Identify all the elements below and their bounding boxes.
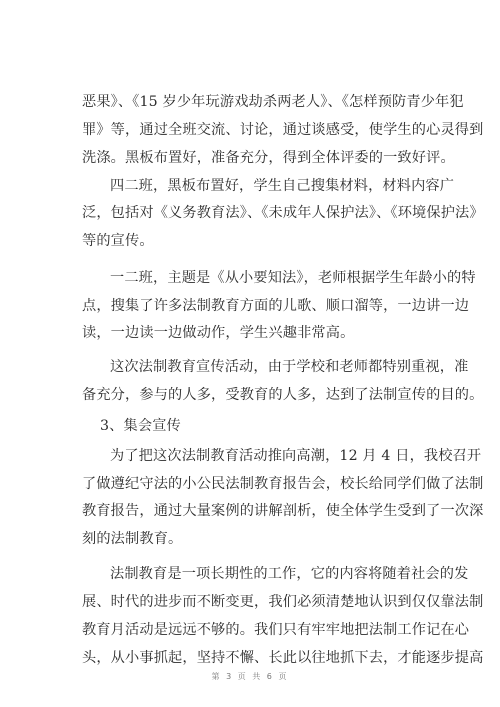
text-line-5: 泛，包括对《义务教育法》、《未成年人保护法》、《环境保护法》 — [82, 205, 484, 221]
text-line-17: 法制教育是一项长期性的工作，它的内容将随着社会的发 — [110, 566, 469, 582]
text-line-4: 四二班，黑板布置好，学生自己搜集材料，材料内容广 — [110, 178, 455, 194]
text-line-10: 这次法制教育宣传活动，由于学校和老师都特别重视，准 — [110, 359, 469, 375]
text-line-11: 备充分，参与的人多，受教育的人多，达到了法制宣传的目的。 — [82, 387, 484, 403]
section-heading: 3、集会宣传 — [100, 418, 181, 434]
text-line-16: 刻的法制教育。 — [82, 531, 183, 547]
text-line-6: 等的宣传。 — [82, 233, 154, 249]
text-line-20: 头，从小事抓起，坚持不懈、长此以往地抓下去，才能逐步提高 — [82, 650, 484, 666]
text-line-8: 点，搜集了许多法制教育方面的儿歌、顺口溜等，一边讲一边 — [82, 298, 470, 314]
text-line-3: 洗涤。黑板布置好，准备充分，得到全体评委的一致好评。 — [82, 150, 455, 166]
text-line-18: 展、时代的进步而不断变更，我们必须清楚地认识到仅仅靠法制 — [82, 594, 484, 610]
text-line-7: 一二班，主题是《从小要知法》，老师根据学生年龄小的特 — [110, 270, 476, 286]
text-line-19: 教育月活动是远远不够的。我们只有牢牢地把法制工作记在心 — [82, 622, 470, 638]
text-line-13: 为了把这次法制教育活动推向高潮，12 月 4 日，我校召开 — [110, 448, 482, 464]
text-line-15: 教育报告，通过大量案例的讲解剖析，使全体学生受到了一次深 — [82, 503, 484, 519]
text-line-1: 恶果》、《15 岁少年玩游戏劫杀两老人》、《怎样预防青少年犯 — [82, 94, 464, 110]
text-line-9: 读，一边读一边做动作，学生兴趣非常高。 — [82, 325, 355, 341]
text-line-2: 罪》等，通过全班交流、讨论，通过谈感受，使学生的心灵得到 — [82, 122, 484, 138]
page-footer: 第 3 页 共 6 页 — [211, 672, 289, 681]
text-line-14: 了做遵纪守法的小公民法制教育报告会，校长给同学们做了法制 — [82, 476, 484, 492]
